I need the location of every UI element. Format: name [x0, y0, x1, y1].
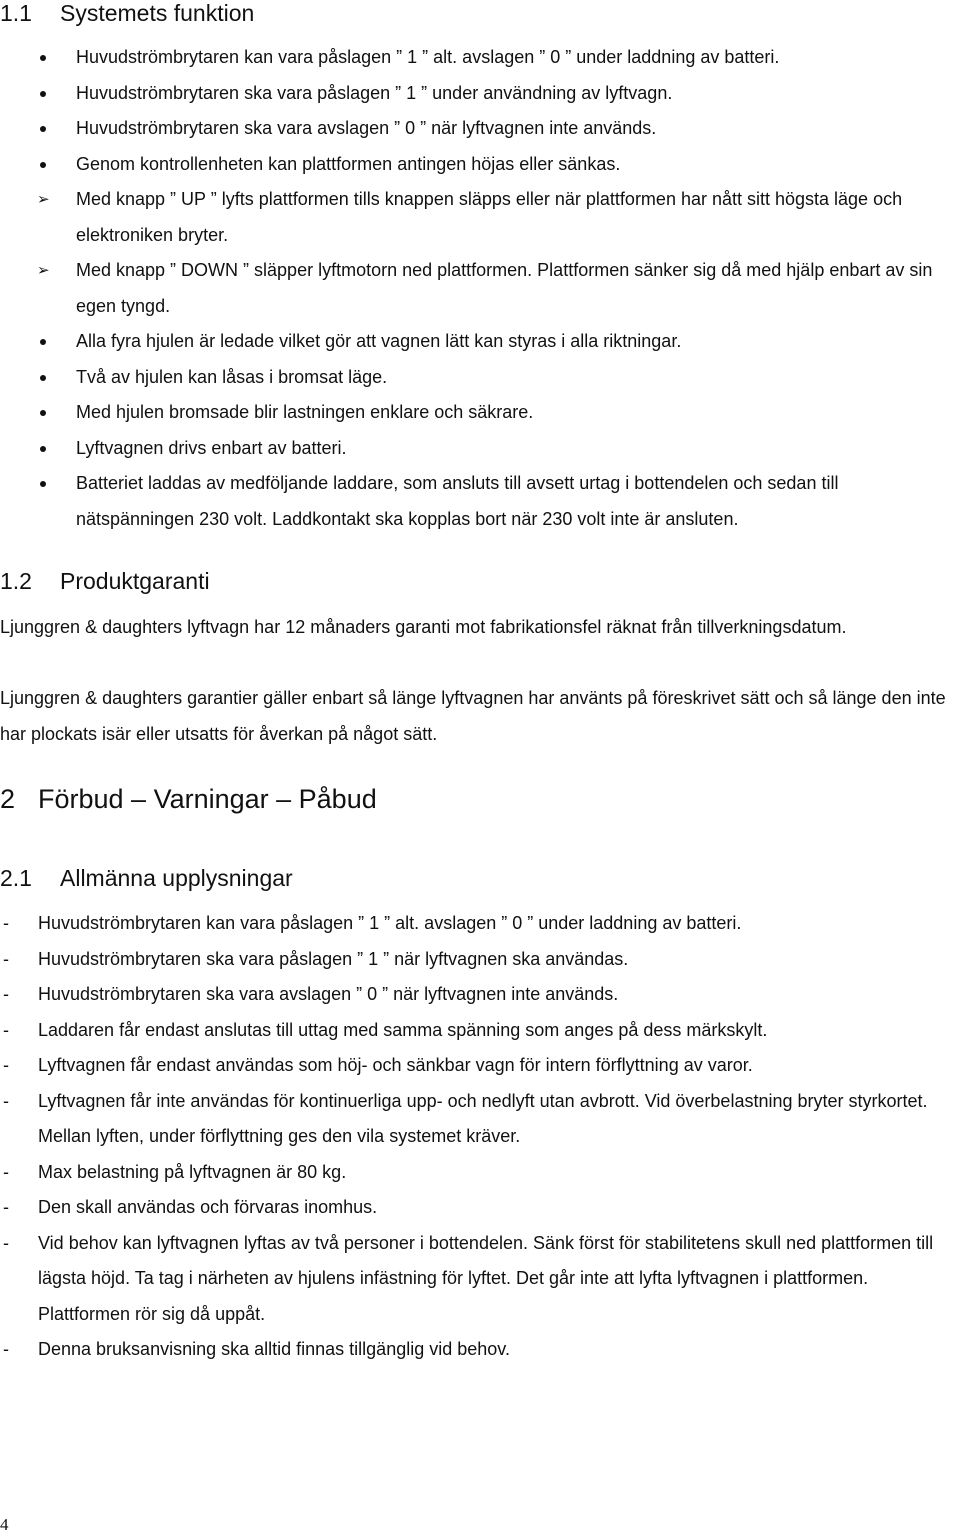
- dash-bullet: -: [3, 1232, 9, 1253]
- arrow-bullet-icon: ➢: [37, 262, 50, 279]
- dash-bullet: -: [3, 1019, 9, 1040]
- section-number: 1.2: [0, 568, 32, 594]
- list-item: - Lyftvagnen får inte användas för kontinuerliga upp- och nedlyft utan avbrott. Vid överbelastning bryter styrkortet. Mellan lyften, under förflyttning ges den vila systemet kräver.: [0, 1084, 960, 1155]
- list-item: - Huvudströmbrytaren ska vara påslagen ” 1 ” när lyftvagnen ska användas.: [0, 942, 960, 978]
- bullet-dot-icon: [40, 339, 46, 345]
- dash-bullet: -: [3, 1161, 9, 1182]
- bullet-dot-icon: [40, 91, 46, 97]
- warranty-paragraph: Ljunggren & daughters lyftvagn har 12 månaders garanti mot fabrikationsfel räknat från tillverkningsdatum.: [0, 617, 847, 637]
- list-item: Lyftvagnen drivs enbart av batteri.: [0, 431, 960, 467]
- list-item: Genom kontrollenheten kan plattformen antingen höjas eller sänkas.: [0, 147, 960, 183]
- list-item: - Huvudströmbrytaren kan vara påslagen ” 1 ” alt. avslagen ” 0 ” under laddning av batteri.: [0, 906, 960, 942]
- bullet-dot-icon: [40, 126, 46, 132]
- section-heading-1-1: [0, 0, 254, 27]
- dash-bullet: -: [3, 1055, 9, 1075]
- chapter-title: Förbud – Varningar – Påbud: [38, 784, 377, 814]
- list-item: Två av hjulen kan låsas i bromsat läge.: [0, 360, 960, 396]
- list-item: - Huvudströmbrytaren ska vara avslagen ” 0 ” när lyftvagnen inte används.: [0, 977, 960, 1013]
- function-list: [0, 40, 960, 537]
- dash-bullet: -: [3, 1339, 9, 1359]
- list-item: - Laddaren får endast anslutas till uttag med samma spänning som anges på dess märkskylt.: [0, 1013, 960, 1049]
- dash-bullet: -: [3, 1090, 9, 1111]
- page-number: 4: [0, 1515, 9, 1534]
- dash-bullet: -: [3, 948, 9, 969]
- dash-bullet: -: [3, 913, 9, 933]
- section-heading-2-1: [0, 865, 293, 892]
- list-item: - Vid behov kan lyftvagnen lyftas av två personer i bottendelen. Sänk först för stabilitetens skull ned plattformen till lägsta höjd. Ta tag i närheten av hjulens infästning för lyftet. Det går inte att lyfta lyftvagnen i plattformen. Plattformen rör sig då uppåt.: [0, 1226, 960, 1333]
- bullet-dot-icon: [40, 55, 46, 61]
- list-item: Med hjulen bromsade blir lastningen enklare och säkrare.: [0, 395, 960, 431]
- list-item: Batteriet laddas av medföljande laddare, som ansluts till avsett urtag i bottendelen och sedan till nätspänningen 230 volt. Laddkontakt ska kopplas bort när 230 volt inte är ansluten.: [0, 466, 960, 537]
- list-item: - Den skall användas och förvaras inomhus.: [0, 1190, 960, 1226]
- bullet-dot-icon: [40, 481, 46, 487]
- list-item: - Denna bruksanvisning ska alltid finnas tillgänglig vid behov.: [0, 1332, 960, 1368]
- info-list: [0, 906, 960, 1368]
- warranty-paragraph: Ljunggren & daughters garantier gäller enbart så länge lyftvagnen har använts på föreskrivet sätt och så länge den inte har plockats isär eller utsatts för åverkan på något sätt.: [0, 688, 946, 744]
- bullet-dot-icon: [40, 375, 46, 381]
- section-number: 1.1: [0, 0, 32, 26]
- dash-bullet: -: [3, 1197, 9, 1217]
- bullet-dot-icon: [40, 162, 46, 168]
- section-title: Produktgaranti: [60, 568, 210, 594]
- arrow-bullet-icon: ➢: [37, 191, 50, 208]
- chapter-heading-2: [0, 784, 377, 815]
- section-title: Systemets funktion: [60, 0, 255, 26]
- list-item: Huvudströmbrytaren kan vara påslagen ” 1 ” alt. avslagen ” 0 ” under laddning av batteri.: [0, 40, 960, 76]
- bullet-dot-icon: [40, 410, 46, 416]
- list-item: Huvudströmbrytaren ska vara påslagen ” 1 ” under användning av lyftvagn.: [0, 76, 960, 112]
- list-item: ➢ Med knapp ” DOWN ” släpper lyftmotorn ned plattformen. Plattformen sänker sig då med hjälp enbart av sin egen tyngd.: [0, 253, 960, 324]
- list-item: ➢ Med knapp ” UP ” lyfts plattformen tills knappen släpps eller när plattformen har nått sitt högsta läge och elektroniken bryter.: [0, 182, 960, 253]
- list-item: - Max belastning på lyftvagnen är 80 kg.: [0, 1155, 960, 1191]
- list-item: - Lyftvagnen får endast användas som höj- och sänkbar vagn för intern förflyttning av varor.: [0, 1048, 960, 1084]
- dash-bullet: -: [3, 984, 9, 1004]
- bullet-dot-icon: [40, 446, 46, 452]
- list-item: Huvudströmbrytaren ska vara avslagen ” 0 ” när lyftvagnen inte används.: [0, 111, 960, 147]
- list-item: Alla fyra hjulen är ledade vilket gör att vagnen lätt kan styras i alla riktningar.: [0, 324, 960, 360]
- section-heading-1-2: [0, 568, 210, 595]
- section-title: Allmänna upplysningar: [60, 865, 293, 891]
- section-number: 2.1: [0, 865, 32, 891]
- chapter-number: 2: [0, 784, 16, 814]
